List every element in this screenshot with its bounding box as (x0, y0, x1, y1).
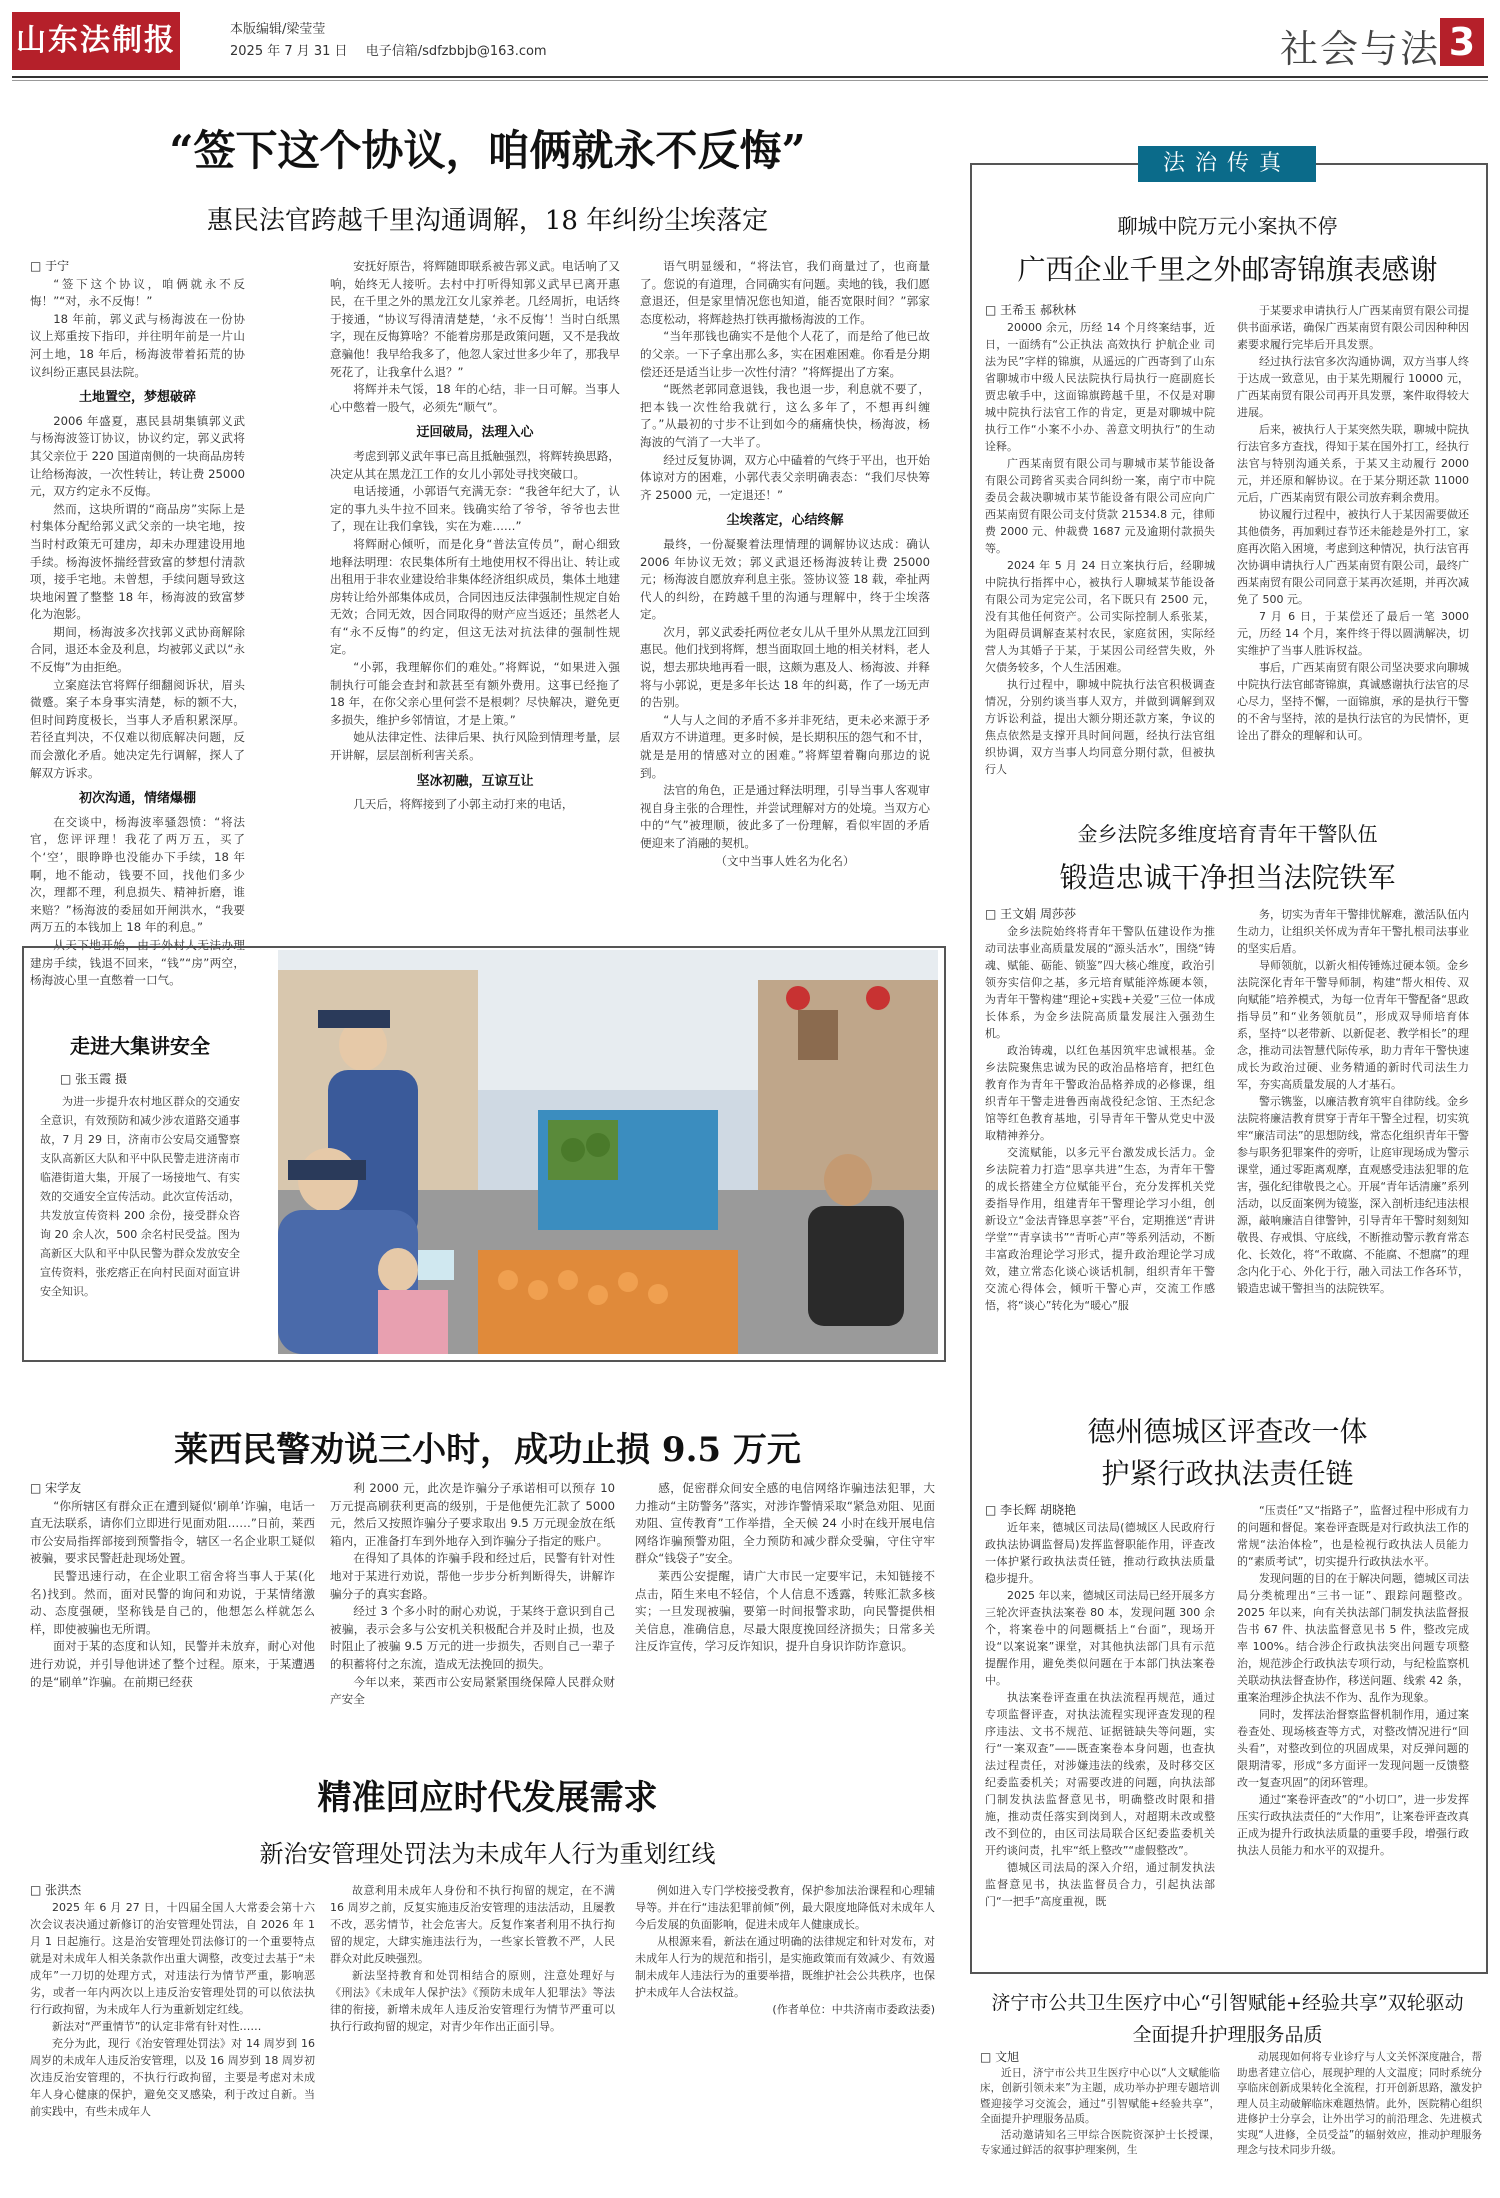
lead-column-3 (640, 258, 930, 903)
story2-column-1 (985, 906, 1215, 1386)
paragraph: 经过 3 个多小时的耐心劝说，于某终于意识到自己被骗，表示会多与公安机关积极配合并及时止损，也及时阻止了被骗 9.5 万元的进一步损失，否则自己一辈子的积蓄将付之东流，造成无法挽回的损失。 (330, 1604, 615, 1671)
lead-column-1 (30, 258, 246, 988)
lead-column-2 (330, 258, 620, 903)
paragraph: “当年那钱也确实不是他个人花了，而是给了他已故的父亲。一下子拿出那么多，实在困难困难。你看是分期偿还还是适当让步一次性付清？”将辉提出了方案。 (640, 329, 930, 379)
story1-headline: 广西企业千里之外邮寄锦旗表感谢 (1017, 253, 1438, 286)
paragraph: 故意利用未成年人身份和不执行拘留的规定，在不满 16 周岁之前，反复实施违反治安管理的违法活动，且屡教不改，恶劣情节，社会危害大。反复作案者利用不执行拘留的规定，大肆实施违法行为，一些家长管教不严，人民群众对此反映强烈。 (330, 1884, 615, 1965)
sidebar-label: 法治传真 (1138, 146, 1316, 182)
lead-headline: “签下这个协议，咱俩就永不反悔” (169, 126, 806, 175)
email-line: 电子信箱/sdfzbbjb@163.com (365, 44, 547, 59)
paragraph: 2006 年盛夏，惠民县胡集镇郭义武与杨海波签订协议，协议约定，郭义武将其父亲位于 220 国道南侧的一块商品房转让给杨海波，一次性转让，转让费 25000 元，双方约定永不反悔。 (30, 413, 246, 499)
paragraph: 2025 年以来，德城区司法局已经开展多方三轮次评查执法案卷 80 本，发现问题 300 余个，将案卷中的问题概括上“台面”，现场开设“以案说案”课堂，对其他执法部门具有示范提醒作用，避免类似问题在于本部门执法案卷中。 (985, 1589, 1215, 1687)
law-column-3 (635, 1882, 935, 2188)
paragraph: 最终，一份凝聚着法理情理的调解协议达成：确认 2006 年协议无效；郭义武退还杨海波转让费 25000 元；杨海波自愿放弃利息主张。签协议签 18 载，牵扯两代人的纠纷，在跨越千里的沟通与理解中，终于尘埃落定。 (640, 536, 930, 622)
paragraph: 通过“案卷评查改”的“小切口”，进一步发挥压实行政执法责任的“大作用”，让案卷评查改真正成为提升行政执法质量的重要手段，增强行政执法人员能力和水平的双提升。 (1237, 1793, 1469, 1857)
subhead: 尘埃落定，心结终解 (726, 513, 844, 529)
paragraph: 将辉耐心倾听，而是化身“普法宣传员”，耐心细致地释法明理：农民集体所有土地使用权不得出让、转让或出租用于非农业建设给非集体经济组织成员，集体土地建房转让给外部集体成员，合同因违反法律强制性规定自始无效；合同无效，因合同取得的财产应当返还；虽然老人有“永不反悔”的约定，但这无法对抗法律的强制性规定。 (330, 536, 620, 657)
paragraph: 今年以来，莱西市公安局紧紧围绕保障人民群众财产安全 (330, 1674, 615, 1707)
paragraph: 在得知了具体的诈骗手段和经过后，民警有针对性地对于某进行劝说，帮他一步步分析判断得失，讲解诈骗分子的真实套路。 (330, 1551, 615, 1601)
paragraph: 从根源来看，新法在通过明确的法律规定和针对发布，对未成年人行为的规范和指引，是实施政策而有效减少、有效遏制未成年人违法行为的重要举措，既维护社会公共秩序，也保护未成年人合法权益。 (635, 1935, 935, 1999)
paragraph: “小郭，我理解你们的难处。”将辉说，“如果进入强制执行可能会查封和款甚至有额外费用。这事已经拖了 18 年，在你父亲心里何尝不是根刺？尽快解决，避免更多损失，维护乡邻情谊，才是上策。” (330, 660, 620, 727)
paragraph: 面对于某的态度和认知，民警并未放弃，耐心对他进行劝说，并引导他讲述了整个过程。原来，于某遭遇的是“刷单”诈骗。在前期已经获 (30, 1639, 315, 1689)
paragraph: “你所辖区有群众正在遭到疑似‘刷单’诈骗，电话一直无法联系，请你们立即进行见面劝阻……”日前，莱西市公安局指挥部接到预警指令，辖区一名企业职工疑似被骗，要求民警赶赴现场处置。 (30, 1498, 315, 1566)
story1-kicker: 聊城中院万元小案执不停 (1117, 214, 1338, 238)
story1-column-2 (1237, 302, 1469, 782)
story3-headline-2: 护紧行政执法责任链 (1101, 1457, 1354, 1490)
paragraph: 例如进入专门学校接受教育，保护参加法治课程和心理辅导等。并在行“违法犯罪前倾”例，最大限度地降低对未成年人今后发展的负面影响，促进未成年人健康成长。 (635, 1884, 935, 1931)
paragraph: 18 年前，郭义武与杨海波在一份协议上郑重按下指印，并往明年前是一片山河土地，18 年后，杨海波带着拓荒的协议纠纷正惠民县法院。 (30, 311, 245, 379)
paragraph: 法官的角色，正是通过释法明理，引导当事人客观审视自身主张的合理性，并尝试理解对方的处境。当双方心中的“气”被理顺，彼此多了一份理解，看似牢固的矛盾便迎来了消融的契机。 (640, 783, 930, 850)
paragraph: 于某要求申请执行人广西某南贸有限公司提供书面承诺，确保广西某南贸有限公司因种种因素要求履行完毕后开具发票。 (1237, 304, 1469, 351)
story3-byline: □ 李长辉 胡晓艳 (985, 1503, 1076, 1517)
story4-column-2 (1237, 2050, 1482, 2192)
paragraph: (作者单位：中共济南市委政法委) (772, 2003, 935, 2016)
story2-column-2 (1237, 906, 1469, 1386)
story4-column-1 (980, 2050, 1220, 2192)
paragraph: “人与人之间的矛盾不多并非死结，更未必来源于矛盾双方不讲道理。更多时候，是长期积压的怨气和不甘，就是是用的情感对立的困难。”将辉望着鞠向那边的说到。 (640, 712, 930, 780)
paragraph: 将辉并未气馁，18 年的心结，非一日可解。当事人心中憋着一股气，必须先“顺气”。 (330, 382, 620, 414)
story2-byline: □ 王文娟 周莎莎 (985, 907, 1076, 921)
paragraph: 近年来，德城区司法局(德城区人民政府行政执法协调监督局)发挥监督职能作用，评查改一体护紧行政执法责任链，推动行政执法质量稳步提升。 (985, 1521, 1215, 1585)
paragraph: （文中当事人姓名为化名） (715, 853, 855, 868)
paragraph: 2024 年 5 月 24 日立案执行后，经聊城中院执行指挥中心，被执行人聊城某节能设备有限公司为定完公司，名下既只有 2500 元，没有其他任何资产。公司实际控制人系张某，为阻碍员调解查某村农民，家庭贫困，实际经营人为其婚子于某，于某因公司经营失败，外欠债务较多，个人生活困难。 (985, 559, 1215, 674)
law-subheadline: 新治安管理处罚法为未成年人行为重划红线 (259, 1840, 716, 1868)
paragraph: 新法坚持教育和处罚相结合的原则，注意处理好与《刑法》《未成年人保护法》《预防未成年人犯罪法》等法律的衔接，新增未成年人违反治安管理行为情节严重可以执行行政拘留的规定，对青少年作出正面引导。 (330, 1969, 615, 2033)
photo-box-title: 走进大集讲安全 (70, 1034, 210, 1058)
editor-line: 本版编辑/梁莹莹 (230, 22, 326, 37)
paragraph: 在交谈中，杨海波率骚怨愤：“将法官，您评评理！我花了两万五，买了个‘空’，眼睁睁也没能办下手续，18 年啊，地不能动，钱要不回，找他们多少次，理都不理，利息损失、精神折磨，谁来赔？”杨海波的委屈如开闸洪水，“我要两万五的本钱加上 18 年的利息。” (30, 814, 245, 935)
paragraph: 近日，济宁市公共卫生医疗中心以“人文赋能临床，创新引领未来”为主题，成功举办护理专题培训暨迎接学习交流会，通过“引智赋能+经验共享”，全面提升护理服务品质。 (980, 2066, 1220, 2125)
paragraph: 警示镌鉴，以廉洁教育筑牢自律防线。金乡法院将廉洁教育贯穿于青年干警全过程，切实筑牢“廉洁司法”的思想防线，常态化组织青年干警参与职务犯罪案件的旁听，让庭审现场成为警示课堂，通过零距离观摩，直观感受违法犯罪的危害，强化纪律敬畏之心。开展“青年话清廉”系列活动，以反面案例为镜鉴，深入剖析违纪违法根源，敲响廉洁自律警钟，引导青年干警时刻刻知敬畏、存戒惧、守底线，不断推动警示教育常态化、长效化，将“不敢腐、不能腐、不想腐”的理念内化于心、外化于行，融入司法工作各环节，锻造忠诚干警担当的法院铁军。 (1237, 1095, 1469, 1295)
paragraph: 交流赋能，以多元平台激发成长活力。金乡法院着力打造“思享共进”生态，为青年干警的成长搭建全方位赋能平台，充分发挥机关党委指导作用，组建青年干警理论学习小组，创新设立“金法青锋思享荟”平台，定期推送“青讲学堂”“青享读书”“青听心声”等系列活动，不断丰富政治理论学习形式，提升政治理论学习成效，建立常态化谈心谈话机制，组织青年干警交流心得体会，倾听干警心声，交流工作感悟，将“谈心”转化为“暖心”服 (985, 1146, 1215, 1312)
paragraph: 执行过程中，聊城中院执行法官积极调查情况，分别约谈当事人双方，并做到调解到双方诉讼利益，提出大额分期还款方案，争议的焦点依然是支撑开具时间问题，经执行法官组织协调，双方当事人均同意分期付款，但被执行人 (985, 678, 1215, 776)
laixi-byline: □ 宋学友 (30, 1481, 82, 1495)
paragraph: 7 月 6 日，于某偿还了最后一笔 3000 元，历经 14 个月，案件终于得以圆满解决，切实维护了当事人胜诉权益。 (1237, 610, 1469, 657)
paragraph: 务，切实为青年干警排忧解难，激活队伍内生动力，让组织关怀成为青年干警扎根司法事业的坚实后盾。 (1237, 908, 1469, 955)
paragraph: 新法对“严重情节”的认定非常有针对性…… (52, 2020, 262, 2033)
paragraph: 利 2000 元，此次是诈骗分子承诺相可以预存 10 万元提高刷获利更高的级别，于是他便先汇款了 5000 元，然后又按照诈骗分子要求取出 9.5 万元现金放在纸箱内，正准备打车到外地存入到诈骗分子指定的账户。 (330, 1481, 615, 1548)
story4-headline-2: 全面提升护理服务品质 (1132, 2024, 1323, 2046)
police-market-photo (278, 950, 938, 1354)
story2-kicker: 金乡法院多维度培育青年干警队伍 (1077, 822, 1378, 846)
paragraph: 导师领航，以新火相传锤炼过硬本领。金乡法院深化青年干警导师制，构建“帮火相传、双向赋能”培养模式，为每一位青年干警配备“思政指导员”和“业务领航员”，形成双导师培育体系，坚持“以老带新、以新促老、教学相长”的理念，推动司法智慧代际传承，助力青年干警快速成长为政治过硬、业务精通的新时代司法生力军，夯实高质量发展的人才基石。 (1237, 959, 1469, 1091)
paragraph: 执法案卷评查重在执法流程再规范，通过专项监督评查，对执法流程实现评查发现的程序违法、文书不规范、证据链缺失等问题，实行“一案双查”——既查案卷本身问题，也查执法过程责任，对涉嫌违法的线索，及时移交区纪委监委机关；对需要改进的问题，向执法部门制发执法监督意见书，明确整改时限和措施，推动责任落实到岗到人，对超期未改或整改不到位的，由区司法局联合区纪委监委机关开约谈问责，扎牢“纸上整改”“虚假整改”。 (985, 1691, 1215, 1857)
paragraph: 动展现如何将专业诊疗与人文关怀深度融合，帮助患者建立信心，展现护理的人文温度；同时系统分享临床创新成果转化全流程，打开创新思路，激发护理人员主动破解临床难题热情。此外，医院精心组织进修护士分享会，让外出学习的前沿理念、先进模式实现“人进修，全员受益”的辐射效应，推动护理服务理念与技术同步升级。 (1237, 2051, 1482, 2156)
paragraph: 协议履行过程中，被执行人于某因需要做还其他债务，再加剩过春节还未能趁是外打工，家庭再次陷入困境，考虑到这种情况，执行法官再次协调申请执行人广西某南贸有限公司，最终广西某南贸有限公司同意于某再次延期，并再次减免了 500 元。 (1237, 508, 1469, 606)
newspaper-logo: 山东法制报 (12, 12, 180, 70)
paragraph: 语气明显缓和，“将法官，我们商量过了，也商量了。您说的有道理，合同确实有问题。卖地的钱，我们愿意退还，但是家里情况您也知道，能否宽限时间？”郭家态度松动，将辉趁热打铁再撤杨海波的工作。 (640, 259, 930, 326)
story3-column-2 (1237, 1502, 1469, 1962)
paragraph: 次月，郭义武委托两位老女儿从千里外从黑龙江回到惠民。他们找到将辉，想当面取回土地的相关材料，老人说，想去那块地再看一眼，这颇为惠及人、杨海波、并释将与小郭说，更是多年长达 18 年的纠葛，作了一场无声的告别。 (640, 624, 930, 710)
section-title: 社会与法 (1279, 27, 1440, 71)
paragraph: 后来，被执行人于某突然失联，聊城中院执行法官多方查找，得知于某在国外打工，经执行法官与特别沟通关系，于某又主动履行 2000 元，并还原和解协议。在于某分期还款 11000 元后，广西某南贸有限公司放弃剩余费用。 (1237, 423, 1469, 504)
story2-headline: 锻造忠诚干净担当法院铁军 (1059, 861, 1396, 894)
story3-headline-1: 德州德城区评查改一体 (1087, 1415, 1368, 1448)
paragraph: 几天后，将辉接到了小郭主动打来的电话， (353, 797, 574, 812)
story3-column-1 (985, 1502, 1215, 1962)
story4-headline-1: 济宁市公共卫生医疗中心“引智赋能+经验共享”双轮驱动 (991, 1992, 1464, 2014)
paragraph: 20000 余元，历经 14 个月终案结事，近日，一面绣有“公正执法 高效执行 护航企业 司法为民”字样的锦旗，从遥远的广西寄到了山东省聊城市中级人民法院执行局执行一庭副庭长贾忠敏手中，这面锦旗跨越千里，不仅是对聊城中院执行法官工作的肯定，更是对聊城中院执行工作“小案不小办、善意文明执行”的生动诠释。 (985, 321, 1215, 453)
law-column-2 (330, 1882, 615, 2188)
paragraph: 安抚好原告，将辉随即联系被告郭义武。电话响了又响，始终无人接听。去村中打听得知郭义武早已离开惠民，在千里之外的黑龙江女儿家养老。几经周折，电话终于接通，“协议写得清清楚楚，‘永不反悔’！当时白纸黑字，现在反悔算啥？不能着房那是政策问题，又不是我故意骗他！我早给我多了，他忽人家过世多少年了，那我早死花了，让我拿什么退？” (330, 259, 620, 379)
paragraph: “签下这个协议，咱俩就永不反悔！”“对，永不反悔！” (30, 276, 245, 309)
paragraph: 她从法律定性、法律后果、执行风险到情理考量，层开讲解，层层剖析利害关系。 (330, 730, 620, 763)
paragraph: 莱西公安提醒，请广大市民一定要牢记，未知链接不点击，陌生来电不轻信，个人信息不透露，转账汇款多核实；一旦发现被骗，要第一时间报警求助，向民警提供相关信息，准确信息，尽最大限度挽回经济损失；日常多关注反诈宣传，学习反诈知识，提升自身识诈防诈意识。 (635, 1568, 935, 1654)
story1-byline: □ 王希玉 郝秋林 (985, 303, 1076, 317)
lead-byline: □ 于宁 (30, 259, 70, 273)
paragraph: 发现问题的目的在于解决问题，德城区司法局分类梳理出“三书一证”、跟踪问题整改。2025 年以来，向有关执法部门制发执法监督报告书 67 件、执法监督意见书 5 件，整改完成率 100%。结合涉企行政执法突出问题专项整治，规范涉企行政执法专项行动，与纪检监察机关联动执法督查协作，移送问题、线索 42 条，重案治理涉企执法不作为、乱作为现象。 (1237, 1572, 1469, 1704)
paragraph: 从天下地开始，由于外村人无法办理建房手续，钱退不回来，“钱”“房”两空，杨海波心里一直憋着一口气。 (30, 937, 245, 988)
subhead: 迂回破局，法理入心 (416, 425, 534, 441)
subhead: 初次沟通，情绪爆棚 (78, 791, 196, 807)
law-column-1 (30, 1882, 315, 2188)
law-byline: □ 张洪杰 (30, 1883, 82, 1897)
subhead: 土地置空，梦想破碎 (78, 390, 196, 406)
paragraph: 民警迅速行动，在企业职工宿舍将当事人于某(化名)找到。然而，面对民警的询问和劝说，于某情绪激动、态度强硬，坚称钱是自己的，他想怎么样就怎么样，即使被骗也无所谓。 (30, 1568, 315, 1636)
paragraph: 经过执行法官多次沟通协调，双方当事人终于达成一致意见，由于某先期履行 10000 元，广西某南贸有限公司再开具发票，案件取得较大进展。 (1237, 355, 1469, 419)
paragraph: 德城区司法局的深入介绍，通过制发执法监督意见书，执法监督员合力，引起执法部门“一把手”高度重视，既 (985, 1861, 1215, 1908)
subhead: 坚冰初融，互谅互让 (416, 773, 534, 789)
lead-subheadline: 惠民法官跨越千里沟通调解，18 年纠纷尘埃落定 (206, 206, 769, 236)
laixi-column-2 (330, 1480, 615, 1780)
issue-date: 2025 年 7 月 31 日 (230, 44, 348, 59)
story1-column-1 (985, 302, 1215, 782)
photo-caption (40, 1092, 240, 1298)
photo-box-byline: □ 张玉霞 摄 (60, 1072, 127, 1086)
laixi-column-3 (635, 1480, 935, 1780)
paragraph: 广西某南贸有限公司与聊城市某节能设备有限公司跨省买卖合同纠纷一案，南宁市中院委员会裁决聊城市某节能设备有限公司应向广西某南贸有限公司支付货款 21534.8 元，律师费 2000 元、仲裁费 1687 元及逾期付款损失等。 (985, 457, 1215, 555)
laixi-column-1 (30, 1480, 315, 1780)
paragraph: 政治铸魂，以红色基因筑牢忠诚根基。金乡法院聚焦忠诚为民的政治品格培育，把红色教育作为青年干警政治品格养成的必修课，组织青年干警走进鲁西南战役纪念馆、王杰纪念馆等红色教育基地，引导青年干警从党史中汲取精神养分。 (985, 1044, 1215, 1142)
photo-illustration (278, 950, 938, 1354)
laixi-headline: 莱西民警劝说三小时，成功止损 9.5 万元 (174, 1430, 801, 1470)
story4-byline: □ 文旭 (980, 2050, 1020, 2064)
date-line (230, 40, 547, 59)
paragraph: 同时，发挥法治督察监督机制作用，通过案卷查处、现场核查等方式，对整改情况进行“回头看”，对整改到位的巩固成果，对反弹问题的限期清零，形成“多方面评一发现问题一反馈整改一复查巩固”的闭环管理。 (1237, 1708, 1469, 1789)
paragraph: 电话接通，小郭语气充满无奈：“我爸年纪大了，认定的事九头牛拉不回来。钱确实给了爷爷，爷爷也去世了，现在让我们拿钱，实在为难……” (330, 484, 620, 534)
paragraph: 感，促密群众间安全感的电信网络诈骗违法犯罪，大力推动“主防警务”落实，对涉诈警情采取“紧急劝阻、见面劝阻、宣传教育”工作举措，全天候 24 小时在线开展电信网络诈骗预警劝阻，全力预防和减少群众受骗，守住守牢群众“钱袋子”安全。 (635, 1481, 935, 1566)
page-number: 3 (1440, 18, 1484, 66)
paragraph: 事后，广西某南贸有限公司坚决要求向聊城中院执行法官邮寄锦旗，真诚感谢执行法官的尽心尽力，坚持不懈，一面锦旗，承的是执行干警的不舍与坚持，浓的是执行法官的为民情怀，更诠出了群众的理解和认可。 (1237, 661, 1469, 742)
paragraph: 2025 年 6 月 27 日，十四届全国人大常委会第十六次会议表决通过新修订的治安管理处罚法，自 2026 年 1 月 1 日起施行。这是治安管理处罚法修订的一个重要特点就是对未成年人相关条款作出重大调整，改变过去基于“未成年”一刀切的处理方式，对违法行为情节严重，影响恶劣，或者一年内两次以上违反治安管理处罚的可以依法执行行政拘留，为未成年人行为重新划定红线。 (30, 1901, 315, 2016)
paragraph: 考虑到郭义武年事已高且抵触强烈，将辉转换思路，决定从其在黑龙江工作的女儿小郭处寻找突破口。 (330, 448, 620, 481)
paragraph: “既然老郭同意退钱，我也退一步，利息就不要了，把本钱一次性给我就行，这么多年了，不想再纠缠了。”从最初的寸步不让到如今的痛痛快快，杨海波，杨海波的气消了一大半了。 (640, 382, 930, 449)
paragraph: “压责任”又“指路子”，监督过程中形成有力的问题和督促。案卷评查既是对行政执法工作的常规“法治体检”，也是检视行政执法人员能力的“素质考试”，切实提升行政执法水平。 (1237, 1504, 1469, 1568)
paragraph: 期间，杨海波多次找郭义武协商解除合同，退还本金及利息，均被郭义武以“永不反悔”为由拒绝。 (30, 624, 245, 675)
paragraph: 活动邀请知名三甲综合医院资深护士长授课，专家通过鲜活的叙事护理案例，生 (980, 2128, 1220, 2156)
paragraph: 经过反复协调，双方心中磕着的气终于平出，也开始体谅对方的困难，小郭代表父亲明确表态：“我们尽快筹齐 25000 元，一定退还！” (640, 452, 930, 502)
paragraph: 立案庭法官将辉仔细翻阅诉状，眉头微蹙。案子本身事实清楚，标的额不大，但时间跨度极长，当事人矛盾积累深厚。若径直判决，不仅难以彻底解决问题，反而会激化矛盾。她决定先行调解，探人了解双方诉求。 (30, 677, 245, 780)
law-headline: 精准回应时代发展需求 (317, 1778, 658, 1818)
paragraph: 充分为此，现行《治安管理处罚法》对 14 周岁到 16 周岁的未成年人违反治安管理，以及 16 周岁到 18 周岁初次违反治安管理的，不执行行政拘留，主要是考虑对未成年人身心健康的保护，避免交叉感染，利于改过自新。当前实践中，有些未成年人 (30, 2037, 315, 2118)
paragraph: 然而，这块所谓的“商品房”实际上是村集体分配给郭义武父亲的一块宅地，按当时村政策无可建房，却未办理建设用地手续。杨海波怀揣经营致富的梦想付清款项，接手宅地。未曾想，手续问题导致这块地闲置了整整 18 年，杨海波的致富梦化为泡影。 (30, 501, 245, 622)
caption-text: 为进一步提升农村地区群众的交通安全意识，有效预防和减少涉农道路交通事故，7 月 29 日，济南市公安局交通警察支队高新区大队和平中队民警走进济南市临港街道大集，开展了一场接地气、有实效的交通安全宣传活动。此次宣传活动，共发放宣传资料 200 余份，接受群众咨询 20 余人次，500 余名村民受益。图为高新区大队和平中队民警为群众发放安全宣传资料，张疙瘩正在向村民面对面宣讲安全知识。 (40, 1095, 240, 1298)
paragraph: 金乡法院始终将青年干警队伍建设作为推动司法事业高质量发展的“源头活水”，围绕“铸魂、赋能、砺能、锁鉴”四大核心维度，政治引领夯实信仰之基，多元培育赋能淬炼硬本领，为青年干警构建“理论+实践+关爱”三位一体成长体系，为金乡法院高质量发展注入强劲生机。 (985, 925, 1215, 1040)
